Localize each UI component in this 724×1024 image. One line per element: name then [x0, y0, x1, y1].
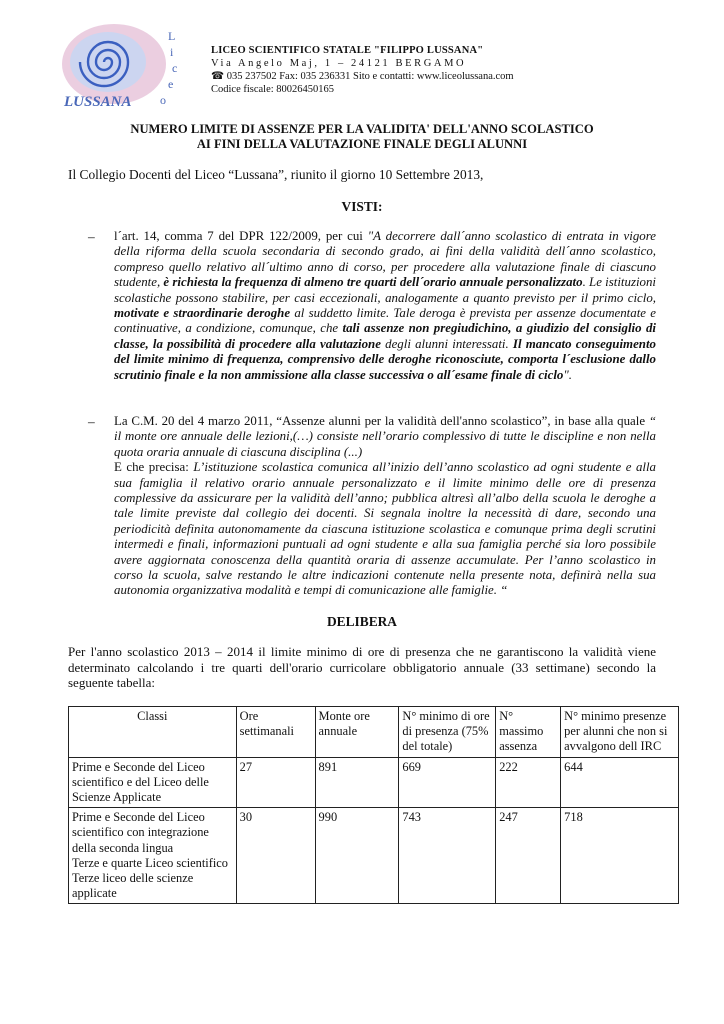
school-name: LICEO SCIENTIFICO STATALE "FILIPPO LUSSANA" — [211, 45, 484, 56]
bullet-paragraph-1 — [114, 229, 656, 383]
classi-line: Prime e Seconde del Liceo scientifico e del Liceo delle Scienze Applicate — [72, 759, 209, 805]
b1-s2: . Le istituzioni scolastiche possono stabilire, per casi eccezionali, analogamente a quanto previsto per il primo ciclo, — [114, 275, 657, 305]
b1-s3: al suddetto limite. Tale deroga è prevista per assenze documentate e continuative, a condizione, comunque, che — [114, 306, 656, 336]
school-logo — [56, 20, 192, 110]
school-tax-code: Codice fiscale: 80026450165 — [211, 84, 335, 95]
b1-b2: motivate e straordinarie deroghe — [114, 306, 291, 321]
school-info — [211, 44, 514, 96]
cell-irc: 718 — [561, 808, 679, 904]
logo-letter-1: L — [168, 29, 176, 43]
b1-b4: Il mancato conseguimento del limite minimo di frequenza, comprensivo delle deroghe riconosciute, comporta l´esclusione dallo scrutinio finale e la non ammissione alla classe successiva o all´esame finale di ciclo — [114, 336, 656, 382]
document-title — [0, 122, 724, 152]
title-line-2: AI FINI DELLA VALUTAZIONE FINALE DEGLI ALUNNI — [196, 137, 528, 151]
cell-monte: 990 — [315, 808, 399, 904]
b2-lead: La C.M. 20 del 4 marzo 2011, “Assenze alunni per la validità dell'anno scolastico”, in base alla quale — [114, 414, 649, 428]
cell-massimo: 222 — [496, 757, 561, 808]
b1-s1: "A decorrere dall´anno scolastico di entrata in vigore della riforma della scuola secondaria di secondo grado, ai fini della validità dell´anno scolastico, compreso quello relativo all´ultimo anno di corso, per procedere alla valutazione finale di ciascuno studente, — [114, 229, 656, 290]
header-classi: Classi — [69, 707, 237, 758]
b2-quote-1: “ il monte ore annuale delle lezioni,(…) consiste nell’orario complessivo di tutte le discipline e non nella quota oraria annuale di ciascuna disciplina (...) — [114, 414, 656, 459]
table-row — [69, 757, 679, 808]
logo-letter-3: c — [172, 61, 178, 75]
delibera-heading: DELIBERA — [327, 614, 397, 629]
title-line-1: NUMERO LIMITE DI ASSENZE PER LA VALIDITA' DELL'ANNO SCOLASTICO — [130, 122, 594, 136]
cell-classi — [69, 757, 237, 808]
intro-text: Il Collegio Docenti del Liceo “Lussana”, riunito il giorno 10 Settembre 2013, — [68, 167, 484, 182]
classi-line: Terze e quarte Liceo scientifico — [72, 855, 228, 870]
logo-letter-2: i — [170, 45, 174, 59]
bullet-dash-2: – — [88, 414, 95, 429]
header-monte-ore: Monte ore annuale — [315, 707, 399, 758]
classi-line: Terze liceo delle scienze applicate — [72, 871, 194, 901]
cell-ore: 30 — [236, 808, 315, 904]
b1-lead: l´art. 14, comma 7 del DPR 122/2009, per cui — [114, 229, 368, 243]
cell-classi — [69, 808, 237, 904]
table-row — [69, 808, 679, 904]
header-minimo-presenza: N° minimo di ore di presenza (75% del totale) — [399, 707, 496, 758]
header-massimo-assenza: N° massimo assenza — [496, 707, 561, 758]
cell-massimo: 247 — [496, 808, 561, 904]
delibera-text: Per l'anno scolastico 2013 – 2014 il limite minimo di ore di presenza che ne garantiscono la validità viene determinato calcolando i tre quarti dell'orario curricolare obbligatorio annuale (33 settimane) secondo la seguente tabella: — [68, 644, 656, 691]
school-address: Via Angelo Maj, 1 – 24121 BERGAMO — [211, 58, 467, 69]
b2-quote-2: L’istituzione scolastica comunica all’inizio dell’anno scolastico ad ogni studente e alla sua famiglia il relativo orario annuale personalizzato e il limite minimo delle ore di presenza complessive da assicurare per la validità dell’anno; pubblica altresì all’albo della scuola le deroghe a tale limite previste dal collegio dei docenti. Si segnala inoltre la necessità di dare, secondo una periodicità definita autonomamente da ciascuna istituzione scolastica e comunque prima degli scrutini intermedi e finali, informazioni puntuali ad ogni studente e alla sua famiglia perché sia loro possibile avere aggiornata conoscenza della quantità oraria di assenze accumulate. Per l’anno scolastico in corso la scuola, salve restando le altre indicazioni contenute nella presente nota, definirà nella sua autonomia organizzativa modalità e tempi di comunicazione alle famiglie. “ — [114, 460, 657, 598]
header-ore-settimanali: Ore settimanali — [236, 707, 315, 758]
b1-b3: tali assenze non pregiudichino, a giudizio del consiglio di classe, la possibilità di procedere alla valutazione — [114, 321, 656, 351]
table-header-row — [69, 707, 679, 758]
b2-mid: E che precisa: — [114, 460, 194, 475]
b1-s5: ". — [563, 367, 573, 382]
school-contacts: ☎ 035 237502 Fax: 035 236331 Sito e contatti: www.liceolussana.com — [211, 71, 514, 82]
attendance-table — [68, 706, 679, 904]
logo-letter-4: e — [168, 77, 174, 91]
logo-word: LUSSANA — [64, 94, 132, 110]
cell-irc: 644 — [561, 757, 679, 808]
cell-ore: 27 — [236, 757, 315, 808]
b1-b1: è richiesta la frequenza di almeno tre quarti dell´orario annuale personalizzato — [163, 275, 583, 290]
header-minimo-irc: N° minimo presenze per alunni che non si avvalgono dell IRC — [561, 707, 679, 758]
bullet-dash-1: – — [88, 229, 95, 244]
cell-minimo: 669 — [399, 757, 496, 808]
cell-minimo: 743 — [399, 808, 496, 904]
logo-letter-5: o — [160, 93, 166, 107]
bullet-paragraph-2 — [114, 414, 656, 599]
visti-heading: VISTI: — [341, 199, 383, 214]
classi-line: Prime e Seconde del Liceo scientifico con integrazione della seconda lingua — [72, 810, 209, 855]
cell-monte: 891 — [315, 757, 399, 808]
b1-s4: degli alunni interessati. — [380, 336, 513, 351]
